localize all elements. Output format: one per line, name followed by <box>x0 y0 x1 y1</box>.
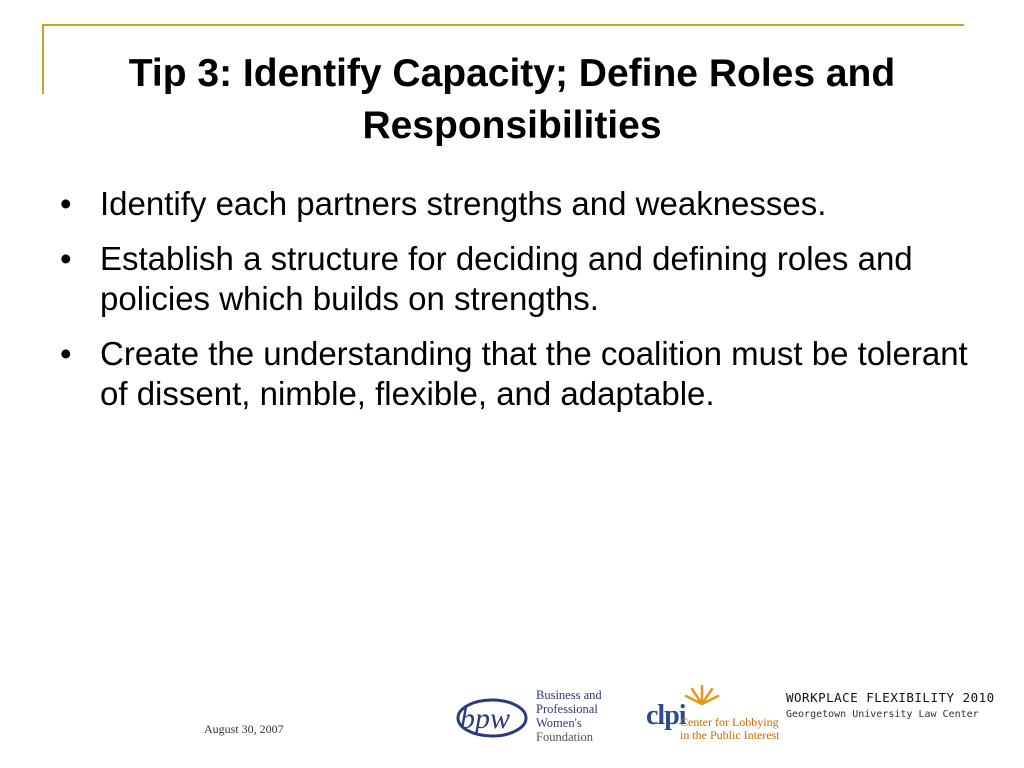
bullet-item <box>60 334 980 414</box>
bullet-text: Identify each partners strengths and weaknesses. <box>100 185 827 222</box>
workplace-flexibility-logo <box>786 690 1016 720</box>
frame-top-rule <box>42 24 964 26</box>
footer-date: August 30, 2007 <box>204 722 284 736</box>
bpw-line: Women's <box>536 716 582 730</box>
clpi-tagline <box>680 716 780 742</box>
bpw-wordmark <box>536 688 602 744</box>
clpi-line: Center for Lobbying <box>680 715 779 729</box>
clpi-logo <box>646 682 796 744</box>
clpi-wordmark: clpi <box>646 700 686 731</box>
bullet-text: Establish a structure for deciding and defining roles and policies which builds on strengths. <box>100 240 913 317</box>
wf-subtitle: Georgetown University Law Center <box>786 709 979 720</box>
bpw-foundation-logo <box>452 688 632 748</box>
clpi-line: in the Public Interest <box>680 728 780 742</box>
frame-left-rule <box>42 24 44 94</box>
bullet-list <box>60 184 980 429</box>
wf-title: WORKPLACE FLEXIBILITY 2010 <box>786 690 995 705</box>
bullet-icon: • <box>60 240 72 277</box>
bpw-line: Foundation <box>536 730 593 744</box>
bullet-icon: • <box>60 185 72 222</box>
slide-title: Tip 3: Identify Capacity; Define Roles and Responsibilities <box>128 52 896 147</box>
bullet-item <box>60 239 980 319</box>
bullet-item <box>60 184 980 224</box>
bpw-line: Professional <box>536 702 598 716</box>
bpw-mark-text: bpw <box>460 702 511 735</box>
bullet-icon: • <box>60 335 72 372</box>
bpw-line: Business and <box>536 688 602 702</box>
bullet-text: Create the understanding that the coalition must be tolerant of dissent, nimble, flexible, and adaptable. <box>100 335 968 412</box>
bpw-mark-icon <box>452 688 532 748</box>
